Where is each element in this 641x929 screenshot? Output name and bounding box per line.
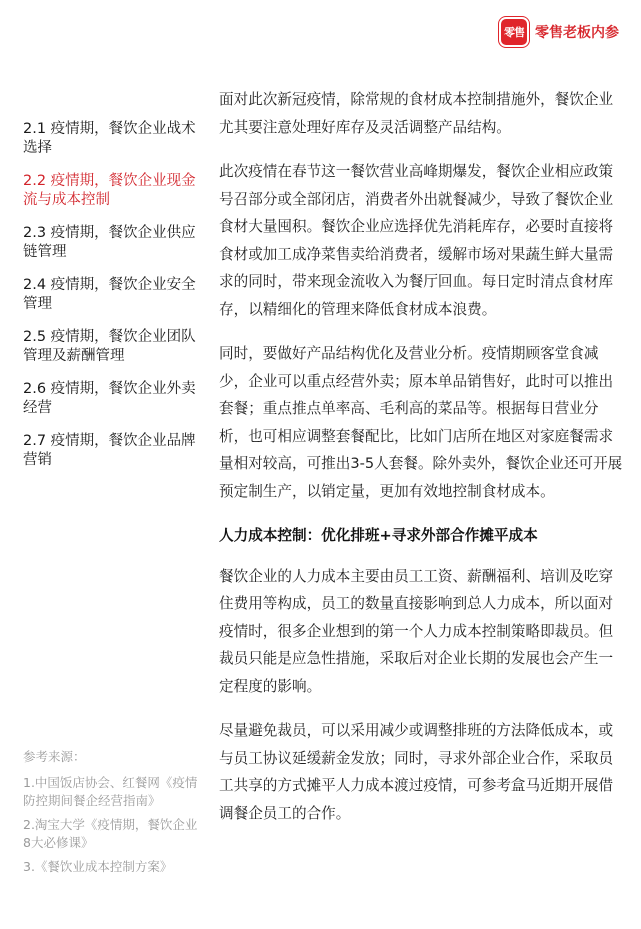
brand-header	[499, 16, 619, 48]
toc-item-2-7[interactable]: 2.7 疫情期，餐饮企业品牌营销	[23, 433, 196, 468]
paragraph-labor-cost: 餐饮企业的人力成本主要由员工工资、薪酬福利、培训及吃穿住费用等构成，员工的数量直接影响到总人力成本，所以面对疫情时，很多企业想到的第一个人力成本控制策略即裁员。但裁员只能是应急性措施，采取后对企业长期的发展也会产生一定程度的影响。	[219, 567, 614, 695]
reference-item: 1.中国饭店协会、红餐网《疫情防控期间餐企经营指南》	[23, 775, 198, 808]
reference-item: 2.淘宝大学《疫情期，餐饮企业8大必修课》	[23, 817, 198, 850]
toc-item-2-3[interactable]: 2.3 疫情期，餐饮企业供应链管理	[23, 225, 196, 260]
paragraph-intro: 面对此次新冠疫情，除常规的食材成本控制措施外，餐饮企业尤其要注意处理好库存及灵活调整产品结构。	[219, 91, 614, 136]
toc-item-2-2[interactable]: 2.2 疫情期，餐饮企业现金流与成本控制	[23, 173, 196, 208]
paragraph-avoid-layoffs: 尽量避免裁员，可以采用减少或调整排班的方法降低成本，或与员工协议延缓薪金发放；同时，寻求外部企业合作，采取员工共享的方式摊平人力成本渡过疫情，可参考盒马近期开展借调餐企员工的合作。	[219, 722, 614, 822]
brand-name: 零售老板内参	[535, 25, 619, 41]
toc-item-2-5[interactable]: 2.5 疫情期，餐饮企业团队管理及薪酬管理	[23, 329, 196, 364]
paragraph-inventory: 此次疫情在春节这一餐饮营业高峰期爆发，餐饮企业相应政策号召部分或全部闭店，消费者外出就餐减少，导致了餐饮企业食材大量囤积。餐饮企业应选择优先消耗库存，必要时直接将食材或加工成净菜售卖给消费者，缓解市场对果蔬生鲜大量需求的同时，带来现金流收入为餐厅回血。每日定时清点食材库存，以精细化的管理来降低食材成本浪费。	[219, 163, 614, 318]
paragraph-product-structure: 同时，要做好产品结构优化及营业分析。疫情期顾客堂食减少，企业可以重点经营外卖；原本单品销售好，此时可以推出套餐；重点推点单率高、毛利高的菜品等。根据每日营业分析，也可相应调整套餐配比，比如门店所在地区对家庭餐需求量相对较高，可推出3-5人套餐。除外卖外，餐饮企业还可开展预定制生产，以销定量，更加有效地控制食材成本。	[219, 345, 623, 500]
toc-item-2-4[interactable]: 2.4 疫情期，餐饮企业安全管理	[23, 277, 196, 312]
toc-item-2-6[interactable]: 2.6 疫情期，餐饮企业外卖经营	[23, 381, 196, 416]
article-body	[219, 86, 625, 844]
references	[23, 748, 198, 882]
section-heading-labor-cost: 人力成本控制：优化排班+寻求外部合作摊平成本	[219, 527, 538, 544]
brand-logo: 零售	[499, 17, 529, 47]
references-title: 参考来源：	[23, 749, 86, 764]
toc-item-2-1[interactable]: 2.1 疫情期，餐饮企业战术选择	[23, 121, 196, 156]
reference-item: 3.《餐饮业成本控制方案》	[23, 859, 173, 874]
table-of-contents	[23, 120, 198, 484]
